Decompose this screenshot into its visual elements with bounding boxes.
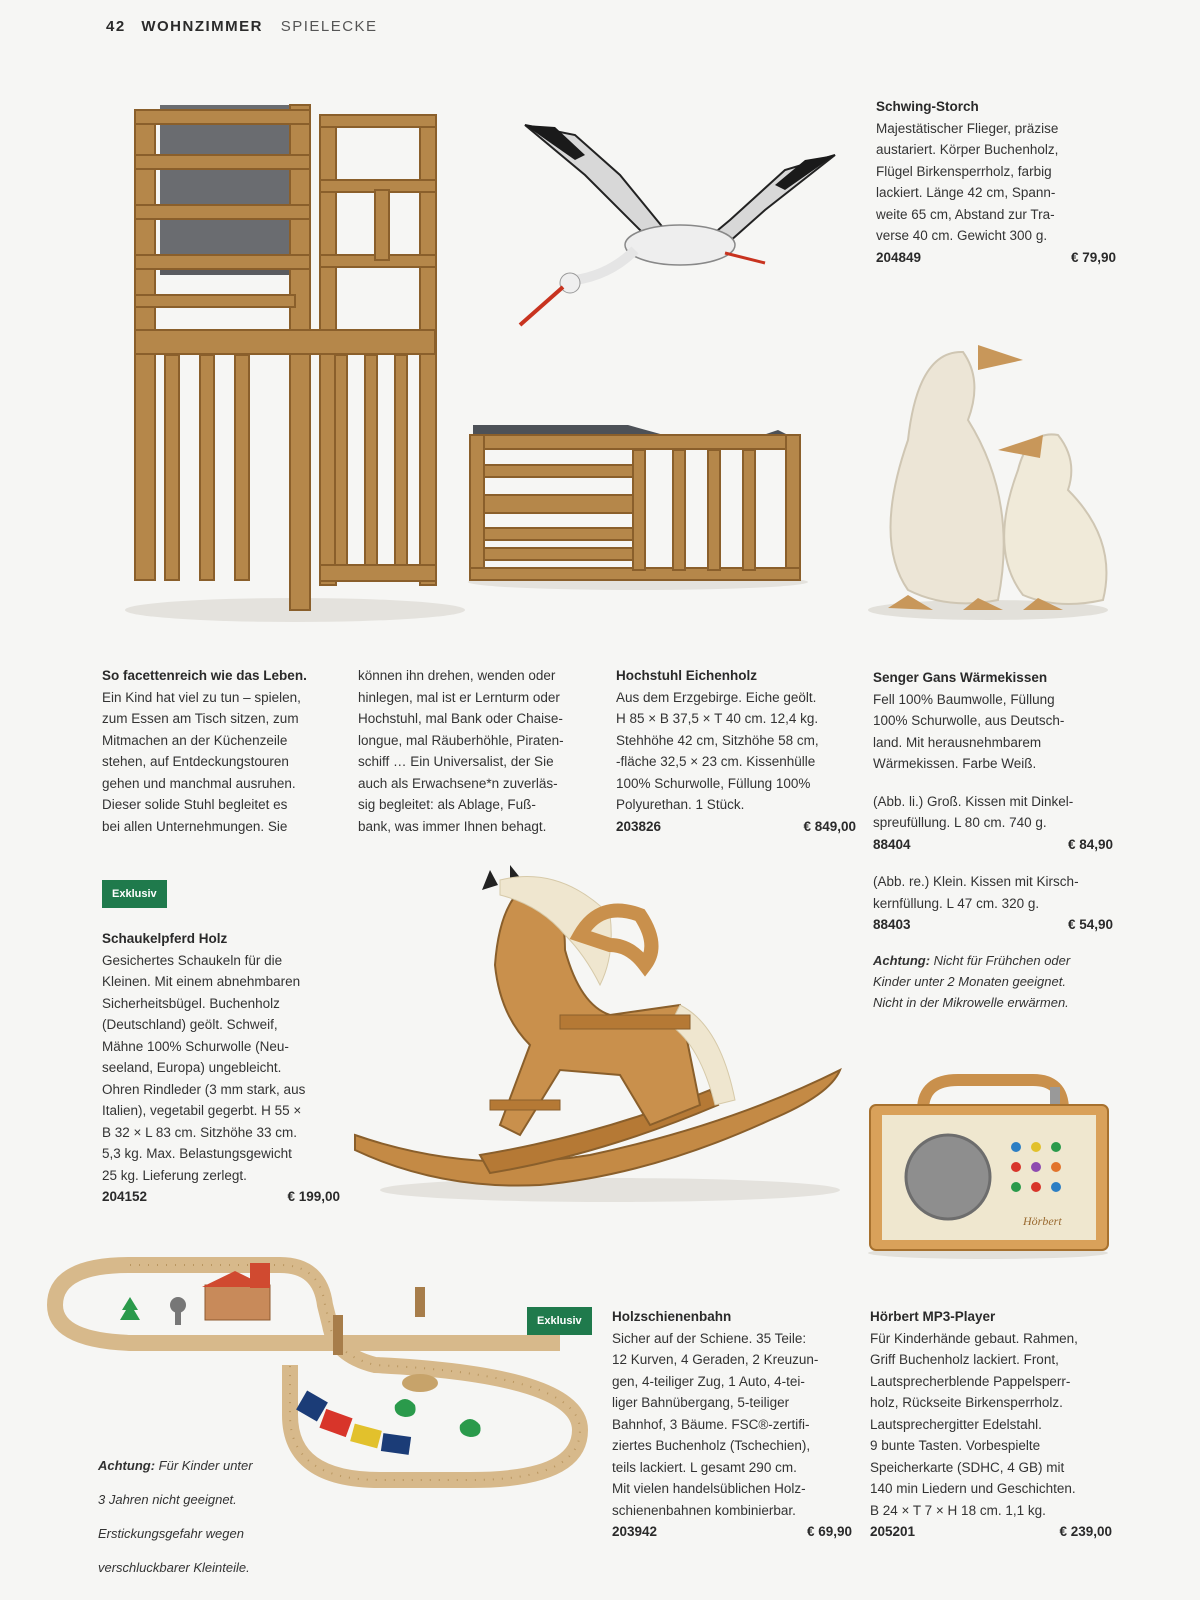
intro-line: sig begleitet: als Ablage, Fuß-: [358, 797, 536, 812]
train-exclusive-badge: Exklusiv: [527, 1307, 592, 1335]
highchair-price: € 849,00: [803, 818, 856, 834]
intro-line: Ein Kind hat viel zu tun – spielen,: [102, 689, 301, 705]
horse-desc-line: Kleinen. Mit einem abnehmbaren: [102, 974, 301, 989]
train-product: [612, 1306, 852, 1543]
stork-price: € 79,90: [1070, 249, 1116, 265]
horse-title: Schaukelpferd Holz: [102, 931, 228, 946]
player-desc-line: Griff Buchenholz lackiert. Front,: [870, 1352, 1059, 1367]
goose-warning: [873, 950, 1113, 1013]
train-price: € 69,90: [806, 1524, 852, 1539]
horse-desc-line: 25 kg. Lieferung zerlegt.: [102, 1167, 247, 1183]
bench-image: [468, 420, 808, 590]
player-price-row: [870, 1521, 1112, 1543]
horse-desc-line: Ohren Rindleder (3 mm stark, aus: [102, 1081, 306, 1097]
highchair-desc-line: 100% Schurwolle, Füllung 100%: [616, 775, 811, 791]
highchair-desc-line: Polyurethan. 1 Stück.: [616, 797, 745, 812]
goose-large-sku: 88404: [873, 836, 911, 852]
intro-line: Hochstuhl, mal Bank oder Chaise-: [358, 711, 563, 726]
goose-small-price-row: [873, 914, 1113, 936]
intro-text-col1: [102, 665, 347, 837]
goose-large-price: € 84,90: [1067, 836, 1113, 852]
train-price-row: [612, 1521, 852, 1543]
train-desc-line: schienenbahnen kombinierbar.: [612, 1502, 796, 1518]
stork-desc-line: Flügel Birkensperrholz, farbig: [876, 163, 1052, 179]
horse-price: € 199,00: [287, 1189, 340, 1204]
page-header: [106, 18, 378, 35]
horse-desc-line: (Deutschland) geölt. Schweif,: [102, 1017, 278, 1032]
intro-title: So facettenreich wie das Leben.: [102, 668, 307, 683]
goose-warning-line: Nicht für Frühchen oder: [930, 952, 1071, 968]
player-desc-line: 9 bunte Tasten. Vorbespielte: [870, 1438, 1041, 1453]
goose-warning-label: Achtung:: [873, 952, 931, 968]
stork-price-row: [876, 247, 1116, 269]
intro-line: schiff … Ein Universalist, der Sie: [358, 754, 554, 769]
goose-small-sku: 88403: [873, 917, 911, 932]
stork-desc-line: lackiert. Länge 42 cm, Spann-: [876, 185, 1056, 200]
mp3-player-brand: Hörbert: [1023, 1214, 1062, 1228]
player-desc-line: B 24 × T 7 × H 18 cm. 1,1 kg.: [870, 1502, 1046, 1518]
subsection-title: SPIELECKE: [280, 18, 378, 35]
goose-desc-line: land. Mit herausnehmbarem: [873, 734, 1042, 750]
horse-desc-line: B 32 × L 83 cm. Sitzhöhe 33 cm.: [102, 1124, 297, 1140]
page-number: 42: [106, 18, 126, 35]
train-warning-line: Für Kinder unter: [155, 1458, 253, 1473]
goose-product: [873, 667, 1113, 1013]
player-desc-line: Lautsprechergitter Edelstahl.: [870, 1416, 1042, 1432]
player-desc-line: holz, Rückseite Birkensperrholz.: [870, 1395, 1063, 1410]
highchair-desc-line: H 85 × B 37,5 × T 40 cm. 12,4 kg.: [616, 711, 819, 726]
player-price: € 239,00: [1059, 1524, 1112, 1539]
train-warning-line: verschluckbarer Kleinteile.: [98, 1560, 250, 1575]
player-desc-line: Speicherkarte (SDHC, 4 GB) mit: [870, 1459, 1065, 1475]
highchair-desc-line: Aus dem Erzgebirge. Eiche geölt.: [616, 689, 817, 705]
stork-product: [876, 96, 1116, 268]
player-product: [870, 1306, 1112, 1543]
horse-exclusive-badge: Exklusiv: [102, 880, 167, 908]
goose-small-price: € 54,90: [1067, 917, 1113, 932]
intro-line: zum Essen am Tisch sitzen, zum: [102, 711, 299, 726]
train-desc-line: ziertes Buchenholz (Tschechien),: [612, 1438, 811, 1453]
stork-title: Schwing-Storch: [876, 99, 979, 114]
intro-line: gehen und manchmal ausruhen.: [102, 775, 296, 791]
horse-desc-line: seeland, Europa) ungebleicht.: [102, 1060, 282, 1075]
goose-small-line: kernfüllung. L 47 cm. 320 g.: [873, 895, 1040, 911]
player-desc-line: Lautsprecherblende Pappelsperr-: [870, 1373, 1071, 1389]
intro-line: Mitmachen an der Küchenzeile: [102, 732, 288, 748]
section-title: WOHNZIMMER: [141, 18, 264, 35]
goose-desc-line: Fell 100% Baumwolle, Füllung: [873, 691, 1055, 707]
train-desc-line: gen, 4-teiliger Zug, 1 Auto, 4-tei-: [612, 1373, 805, 1389]
stork-image: [515, 115, 845, 335]
highchair-desc-line: -fläche 32,5 × 23 cm. Kissenhülle: [616, 754, 816, 769]
horse-desc-line: Sicherheitsbügel. Buchenholz: [102, 995, 280, 1011]
intro-line: können ihn drehen, wenden oder: [358, 668, 556, 683]
highchair-price-row: [616, 816, 856, 838]
goose-large-line: (Abb. li.) Groß. Kissen mit Dinkel-: [873, 793, 1074, 809]
goose-large-line: spreufüllung. L 80 cm. 740 g.: [873, 815, 1047, 830]
train-title: Holzschienenbahn: [612, 1309, 732, 1324]
goose-desc-line: Wärmekissen. Farbe Weiß.: [873, 756, 1037, 771]
goose-small-line: (Abb. re.) Klein. Kissen mit Kirsch-: [873, 874, 1079, 889]
highchair-product: [616, 665, 856, 837]
horse-desc-line: Italien), vegetabil gegerbt. H 55 ×: [102, 1103, 302, 1118]
highchair-sku: 203826: [616, 818, 662, 834]
stork-desc-line: Majestätischer Flieger, präzise: [876, 120, 1059, 136]
highchair-image: [120, 95, 450, 625]
stork-sku: 204849: [876, 249, 922, 265]
train-warning-label: Achtung:: [98, 1458, 156, 1473]
intro-line: Dieser solide Stuhl begleitet es: [102, 797, 288, 812]
train-warning: [98, 1455, 298, 1591]
player-desc-line: Für Kinderhände gebaut. Rahmen,: [870, 1330, 1078, 1346]
intro-line: bei allen Unternehmungen. Sie: [102, 818, 288, 834]
stork-desc-line: weite 65 cm, Abstand zur Tra-: [876, 206, 1055, 222]
rocking-horse-image: [350, 855, 850, 1210]
player-desc-line: 140 min Liedern und Geschichten.: [870, 1481, 1076, 1496]
goose-warning-line: Kinder unter 2 Monaten geeignet.: [873, 973, 1066, 989]
goose-desc-line: 100% Schurwolle, aus Deutsch-: [873, 713, 1065, 728]
train-sku: 203942: [612, 1524, 658, 1539]
train-desc-line: teils lackiert. L gesamt 290 cm.: [612, 1459, 797, 1475]
goose-title: Senger Gans Wärmekissen: [873, 670, 1048, 685]
horse-price-row: [102, 1186, 340, 1208]
train-desc-line: Sicher auf der Schiene. 35 Teile:: [612, 1330, 807, 1346]
horse-sku: 204152: [102, 1189, 148, 1204]
highchair-desc-line: Stehhöhe 42 cm, Sitzhöhe 58 cm,: [616, 732, 819, 748]
intro-line: stehen, auf Entdeckungstouren: [102, 754, 289, 769]
intro-line: longue, mal Räuberhöhle, Piraten-: [358, 732, 564, 748]
train-warning-line: Erstickungsgefahr wegen: [98, 1526, 244, 1541]
train-warning-line: 3 Jahren nicht geeignet.: [98, 1492, 237, 1507]
train-desc-line: liger Bahnübergang, 5-teiliger: [612, 1395, 790, 1410]
mp3-player-image: [868, 1075, 1113, 1260]
goose-large-price-row: [873, 834, 1113, 856]
goose-image: [868, 340, 1138, 630]
train-desc-line: Mit vielen handelsüblichen Holz-: [612, 1481, 806, 1496]
stork-desc-line: verse 40 cm. Gewicht 300 g.: [876, 228, 1048, 243]
highchair-title: Hochstuhl Eichenholz: [616, 668, 758, 683]
intro-line: hinlegen, mal ist er Lernturm oder: [358, 689, 560, 705]
train-desc-line: 12 Kurven, 4 Geraden, 2 Kreuzun-: [612, 1352, 819, 1367]
horse-desc-line: Mähne 100% Schurwolle (Neu-: [102, 1038, 289, 1054]
horse-desc-line: Gesichertes Schaukeln für die: [102, 952, 283, 968]
intro-line: auch als Erwachsene*n zuverläs-: [358, 775, 558, 791]
stork-desc-line: austariert. Körper Buchenholz,: [876, 142, 1059, 157]
train-desc-line: Bahnhof, 3 Bäume. FSC®-zertifi-: [612, 1416, 810, 1432]
intro-text-col2: [358, 665, 608, 837]
player-sku: 205201: [870, 1524, 916, 1539]
goose-warning-line: Nicht in der Mikrowelle erwärmen.: [873, 994, 1069, 1010]
player-title: Hörbert MP3-Player: [870, 1309, 996, 1324]
intro-line: bank, was immer Ihnen behagt.: [358, 818, 547, 834]
horse-product: [102, 928, 340, 1208]
horse-desc-line: 5,3 kg. Max. Belastungsgewicht: [102, 1146, 292, 1161]
